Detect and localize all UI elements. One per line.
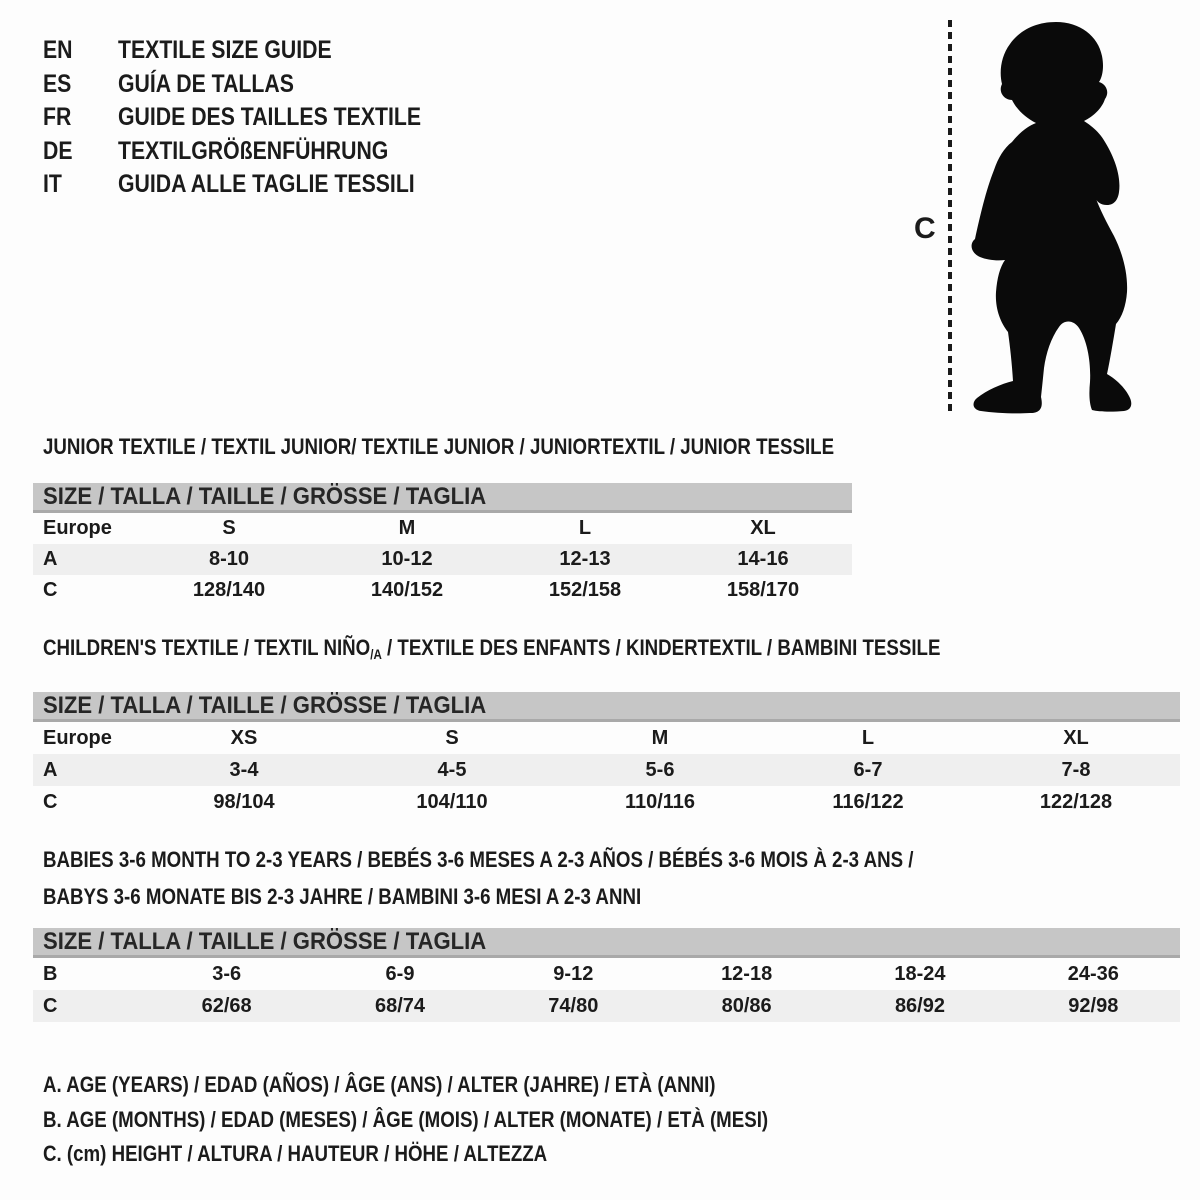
language-code: ES — [43, 69, 72, 98]
table-row-b — [33, 958, 1180, 990]
height-cell: 68/74 — [374, 994, 426, 1017]
size-cell: L — [861, 726, 875, 749]
height-cell: 80/86 — [721, 994, 772, 1017]
height-cell: 158/170 — [726, 579, 800, 601]
age-cell: 24-36 — [1067, 962, 1119, 985]
language-row-es — [43, 68, 475, 102]
row-label: A — [43, 548, 58, 570]
row-label: C — [43, 790, 58, 813]
size-cell: M — [398, 517, 416, 539]
language-row-en — [43, 34, 475, 68]
language-guide-title: GUÍA DE TALLAS — [118, 69, 294, 98]
age-cell: 6-9 — [385, 962, 415, 985]
size-cell: M — [651, 726, 669, 749]
language-guide-title: GUIDE DES TAILLES TEXTILE — [118, 103, 422, 132]
section-title-babies-line2: BABYS 3-6 MONATE BIS 2-3 JAHRE / BAMBINI 3-6 MESI A 2-3 ANNI — [43, 883, 642, 909]
age-cell: 18-24 — [894, 962, 946, 985]
section-title-children-text: CHILDREN'S TEXTILE / TEXTIL $NIÑO_{/A}$ / TEXTILE DES ENFANTS / KINDERTEXTIL / BAMBINI TESSILE — [43, 635, 941, 662]
table-row-europe — [33, 513, 852, 544]
size-header-bar — [33, 483, 852, 513]
section-title-children — [43, 634, 1099, 669]
age-cell: 10-12 — [381, 548, 433, 570]
size-cell: S — [222, 517, 236, 539]
height-cell: 98/104 — [213, 790, 275, 813]
height-cell: 128/140 — [192, 579, 266, 601]
legend-line-a: A. AGE (YEARS) / EDAD (AÑOS) / ÂGE (ANS) / ALTER (JAHRE) / ETÀ (ANNI) — [43, 1072, 716, 1098]
title-subscript: /A — [370, 646, 382, 662]
table-row-a — [33, 544, 852, 575]
age-cell: 4-5 — [437, 758, 467, 781]
height-cell: 110/116 — [624, 790, 696, 813]
measure-label-c: C — [914, 212, 936, 245]
language-code: EN — [43, 36, 73, 65]
legend-line-c: C. (cm) HEIGHT / ALTURA / HAUTEUR / HÖHE / ALTEZZA — [43, 1141, 548, 1167]
row-label: Europe — [43, 726, 112, 749]
size-header-label: SIZE / TALLA / TAILLE / GRÖSSE / TAGLIA — [43, 482, 487, 510]
row-label: A — [43, 758, 58, 781]
height-cell: 140/152 — [370, 579, 444, 601]
table-row-a — [33, 754, 1180, 786]
language-guide-title: GUIDA ALLE TAGLIE TESSILI — [118, 170, 415, 199]
language-code: IT — [43, 170, 62, 199]
size-header-label: SIZE / TALLA / TAILLE / GRÖSSE / TAGLIA — [43, 691, 487, 719]
size-cell: XL — [1063, 726, 1089, 749]
size-cell: XL — [750, 517, 776, 539]
toddler-silhouette — [968, 20, 1135, 416]
row-label: C — [43, 994, 58, 1017]
table-row-c — [33, 990, 1180, 1022]
language-row-fr — [43, 101, 475, 135]
age-cell: 6-7 — [853, 758, 883, 781]
language-code: FR — [43, 103, 72, 132]
junior-size-table — [33, 483, 852, 606]
size-cell: S — [445, 726, 459, 749]
legend — [43, 1068, 896, 1172]
size-header-bar — [33, 928, 1180, 958]
height-cell: 62/68 — [201, 994, 252, 1017]
height-cell: 116/122 — [832, 790, 904, 813]
age-cell: 9-12 — [553, 962, 594, 985]
size-header-bar — [33, 692, 1180, 722]
language-row-it — [43, 168, 475, 202]
table-row-c — [33, 786, 1180, 818]
age-cell: 8-10 — [208, 548, 250, 570]
size-header-label: SIZE / TALLA / TAILLE / GRÖSSE / TAGLIA — [43, 927, 487, 955]
language-guide-title: TEXTILGRÖßENFÜHRUNG — [118, 136, 389, 165]
age-cell: 12-18 — [721, 962, 773, 985]
section-title-junior — [43, 433, 974, 461]
age-cell: 12-13 — [559, 548, 611, 570]
size-cell: L — [578, 517, 592, 539]
row-label: B — [43, 962, 58, 985]
language-title-list — [43, 34, 475, 202]
language-guide-title: TEXTILE SIZE GUIDE — [118, 36, 332, 65]
height-cell: 74/80 — [548, 994, 599, 1017]
age-cell: 5-6 — [645, 758, 675, 781]
legend-line-b: B. AGE (MONTHS) / EDAD (MESES) / ÂGE (MOIS) / ALTER (MONATE) / ETÀ (MESI) — [43, 1106, 769, 1132]
table-row-europe — [33, 722, 1180, 754]
age-cell: 7-8 — [1061, 758, 1091, 781]
age-cell: 3-6 — [212, 962, 242, 985]
row-label: C — [43, 579, 58, 601]
height-cell: 92/98 — [1068, 994, 1119, 1017]
language-code: DE — [43, 136, 73, 165]
section-title-junior-text: JUNIOR TEXTILE / TEXTIL JUNIOR/ TEXTILE JUNIOR / JUNIORTEXTIL / JUNIOR TESSILE — [43, 434, 835, 459]
age-cell: 14-16 — [737, 548, 789, 570]
size-cell: XS — [230, 726, 258, 749]
children-size-table — [33, 692, 1180, 818]
language-row-de — [43, 135, 475, 169]
section-title-babies — [43, 841, 1067, 915]
height-cell: 152/158 — [548, 579, 622, 601]
babies-size-table — [33, 928, 1180, 1022]
table-row-c — [33, 575, 852, 606]
section-title-babies-line1: BABIES 3-6 MONTH TO 2-3 YEARS / BEBÉS 3-6 MESES A 2-3 AÑOS / BÉBÉS 3-6 MOIS À 2-3 ANS / — [43, 846, 914, 872]
height-cell: 86/92 — [894, 994, 945, 1017]
row-label: Europe — [43, 517, 112, 539]
age-cell: 3-4 — [229, 758, 259, 781]
height-measure-line — [948, 20, 952, 416]
height-cell: 122/128 — [1039, 790, 1113, 813]
height-cell: 104/110 — [416, 790, 488, 813]
